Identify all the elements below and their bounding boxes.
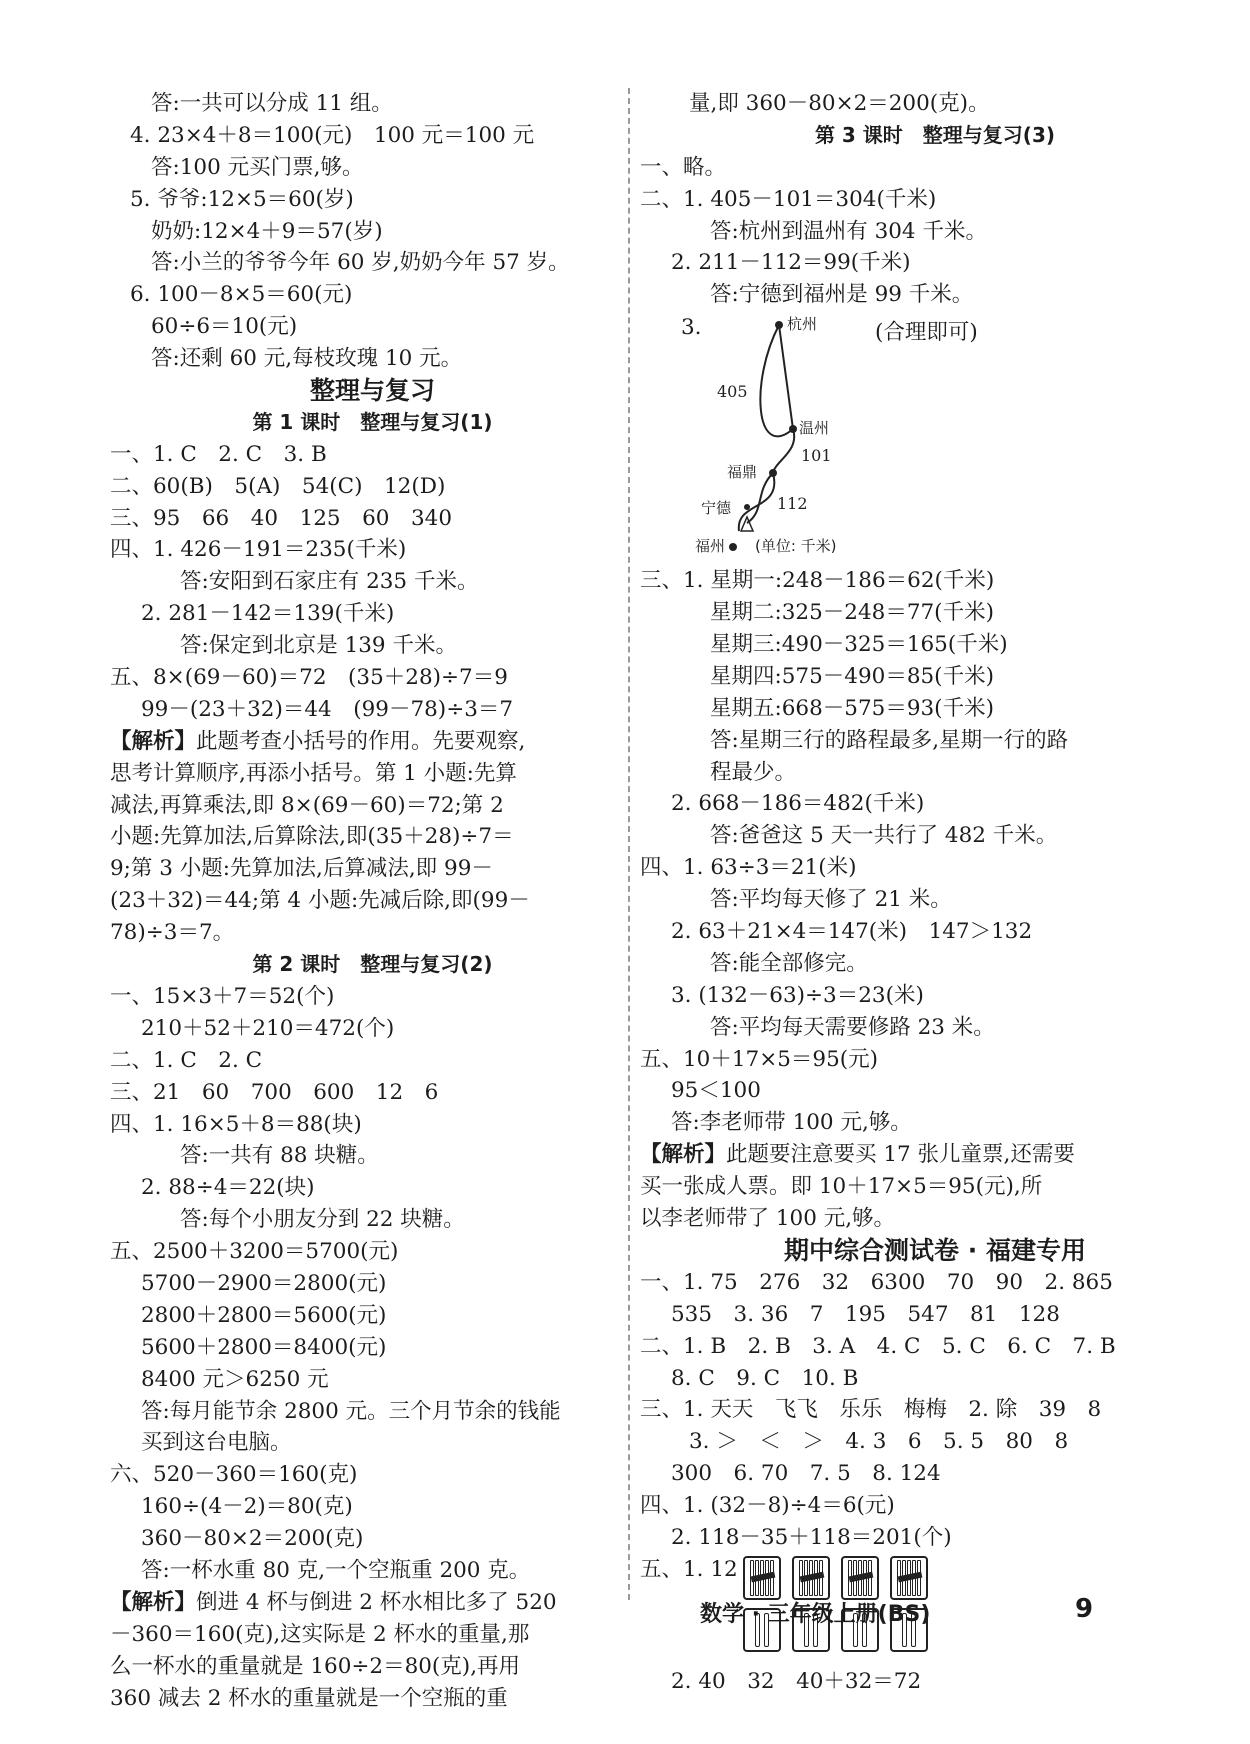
- answer-line: 答:每月能节余 2800 元。三个月节余的钱能: [141, 1398, 561, 1424]
- answer-line: 么一杯水的重量就是 160÷2＝80(克),再用: [110, 1653, 521, 1679]
- answer-line: 95＜100: [671, 1078, 761, 1104]
- fuzhou-dot: [729, 543, 737, 551]
- answer-line: 答:杭州到温州有 304 千米。: [710, 218, 987, 244]
- answer-line: 小题:先算加法,后算除法,即(35＋28)÷7＝: [110, 824, 514, 850]
- answer-line: 四、1. 63÷3＝21(米): [640, 855, 857, 881]
- answer-line: 减法,再算乘法,即 8×(69－60)＝72;第 2: [110, 792, 504, 818]
- answer-line: 思考计算顺序,再添小括号。第 1 小题:先算: [110, 760, 517, 786]
- wenzhou-dot: [789, 425, 797, 433]
- answer-line: 8400 元＞6250 元: [141, 1366, 329, 1392]
- answer-line: 答:平均每天需要修路 23 米。: [710, 1014, 995, 1040]
- answer-line: 二、1. B 2. B 3. A 4. C 5. C 6. C 7. B: [640, 1333, 1116, 1359]
- answer-line: 以李老师带了 100 元,够。: [640, 1206, 896, 1232]
- answer-line: 2. 211－112＝99(千米): [671, 250, 911, 276]
- answer-line: 一、略。: [640, 154, 727, 180]
- answer-line: 答:100 元买门票,够。: [151, 154, 364, 180]
- label-fuding: 福鼎: [727, 463, 758, 482]
- answer-line: 买一张成人票。即 10＋17×5＝95(元),所: [640, 1174, 1043, 1200]
- label-405: 405: [717, 382, 748, 402]
- stick-bundle-cell: [841, 1556, 879, 1600]
- answer-line: 160÷(4－2)＝80(克): [141, 1494, 353, 1520]
- stick-bundle-icon: [798, 1560, 824, 1596]
- answer-line: 三、21 60 700 600 12 6: [110, 1079, 439, 1105]
- answer-line: 2. 281－142＝139(千米): [141, 601, 395, 627]
- answer-line: 2. 63＋21×4＝147(米) 147＞132: [671, 919, 1033, 945]
- answer-line: [640, 1139, 1230, 1171]
- answer-line: 答:平均每天修了 21 米。: [710, 887, 952, 913]
- lesson-subtitle: 第 1 课时 整理与复习(1): [252, 409, 493, 434]
- answer-line: 程最少。: [710, 759, 797, 785]
- answer-line: 答:宁德到福州是 99 千米。: [710, 282, 974, 308]
- analysis-tag: 【解析】: [110, 728, 197, 754]
- answer-line: 星期四:575－490＝85(千米): [710, 663, 994, 689]
- answer-line: 星期五:668－575＝93(千米): [710, 695, 994, 721]
- answer-line: 2. 668－186＝482(千米): [671, 791, 925, 817]
- stick-bundle-icon: [896, 1560, 922, 1596]
- label-112: 112: [777, 494, 808, 514]
- map-unit: (单位: 千米): [755, 537, 837, 556]
- answer-line: 535 3. 36 7 195 547 81 128: [671, 1301, 1060, 1327]
- route-map-svg: [695, 311, 925, 565]
- fuding-dot: [769, 469, 777, 477]
- analysis-text: 此题考查小括号的作用。先要观察,: [196, 728, 526, 754]
- stick-bundle-icon: [847, 1560, 873, 1596]
- answer-line: 星期三:490－325＝165(千米): [710, 632, 1008, 658]
- page-footer: [700, 1594, 1120, 1628]
- answer-line: 量,即 360－80×2＝200(克)。: [689, 91, 990, 116]
- label-ningde: 宁德: [701, 499, 732, 518]
- answer-line: 四、1. (32－8)÷4＝6(元): [640, 1493, 895, 1519]
- answer-line: 答:星期三行的路程最多,星期一行的路: [710, 727, 1069, 753]
- analysis-text: 倒进 4 杯与倒进 2 杯水相比多了 520: [196, 1589, 557, 1615]
- answer-line: 答:小兰的爷爷今年 60 岁,奶奶今年 57 岁。: [151, 250, 570, 276]
- answer-line: 星期二:325－248＝77(千米): [710, 600, 994, 626]
- answer-line: 5700－2900＝2800(元): [141, 1270, 387, 1296]
- lesson-subtitle: 第 2 课时 整理与复习(2): [252, 952, 493, 977]
- lesson-subtitle: 第 3 课时 整理与复习(3): [814, 122, 1056, 147]
- answer-line: －360＝160(克),这实际是 2 杯水的重量,那: [110, 1621, 530, 1647]
- answer-line: 四、1. 16×5＋8＝88(块): [110, 1111, 362, 1137]
- answer-line: 答:爸爸这 5 天一共行了 482 千米。: [710, 823, 1058, 849]
- answer-line: 5. 爷爷:12×5＝60(岁): [130, 186, 354, 212]
- answer-line: 210＋52＋210＝472(个): [141, 1015, 395, 1041]
- answer-line: 8. C 9. C 10. B: [671, 1365, 859, 1391]
- answer-line: 买到这台电脑。: [141, 1430, 292, 1456]
- answer-line: 4. 23×4＋8＝100(元) 100 元＝100 元: [130, 122, 535, 148]
- label-wenzhou: 温州: [799, 419, 830, 438]
- answer-line: 五、8×(69－60)＝72 (35＋28)÷7＝9: [110, 665, 508, 691]
- route-direct: [779, 325, 793, 429]
- section-title: 期中综合测试卷 · 福建专用: [784, 1235, 1086, 1265]
- stick-bundle-cell: [792, 1556, 830, 1600]
- analysis-text: 此题要注意要买 17 张儿童票,还需要: [726, 1142, 1075, 1168]
- answer-line: 5600＋2800＝8400(元): [141, 1334, 387, 1360]
- stick-bundle-icon: [749, 1560, 775, 1596]
- answer-line: 四、1. 426－191＝235(千米): [110, 537, 407, 563]
- right-column: [640, 88, 1230, 1698]
- page-number: 9: [1075, 1594, 1094, 1624]
- answer-line: 答:一杯水重 80 克,一个空瓶重 200 克。: [141, 1557, 531, 1583]
- answer-line: 答:能全部修完。: [710, 950, 868, 976]
- answer-line: 3. ＞ ＜ ＞ 4. 3 6 5. 5 80 8: [689, 1429, 1069, 1455]
- right-top-block: [640, 88, 1230, 311]
- q5-answer-2: 2. 40 32 40＋32＝72: [671, 1668, 922, 1694]
- answer-line: 78)÷3＝7。: [110, 920, 235, 946]
- answer-line: 99－(23＋32)＝44 (99－78)÷3＝7: [141, 696, 514, 722]
- map-question-number: 3.: [681, 315, 702, 341]
- answer-line: 60÷6＝10(元): [151, 314, 298, 340]
- answer-line: 三、95 66 40 125 60 340: [110, 505, 453, 531]
- left-column: [110, 88, 635, 1714]
- answer-line: [110, 726, 635, 758]
- route-405: [760, 325, 793, 436]
- answer-line: 2800＋2800＝5600(元): [141, 1302, 387, 1328]
- answer-line: 9;第 3 小题:先算加法,后算减法,即 99－: [110, 856, 493, 882]
- ningde-dot: [744, 504, 750, 510]
- answer-line: 答:一共可以分成 11 组。: [151, 91, 393, 116]
- stick-bundle-cell: [743, 1556, 781, 1600]
- answer-line: 一、1. 75 276 32 6300 70 90 2. 865: [640, 1269, 1113, 1295]
- answer-line: 答:一共有 88 块糖。: [180, 1143, 379, 1169]
- answer-line: 一、1. C 2. C 3. B: [110, 441, 327, 467]
- answer-line: 二、1. 405－101＝304(千米): [640, 186, 937, 212]
- answer-line: 答:保定到北京是 139 千米。: [180, 633, 457, 659]
- stick-bundle-cell: [890, 1556, 928, 1600]
- answer-line: 五、10＋17×5＝95(元): [640, 1046, 879, 1072]
- answer-line: 二、1. C 2. C: [110, 1047, 263, 1073]
- answer-line: 二、60(B) 5(A) 54(C) 12(D): [110, 473, 446, 499]
- answer-line: 一、15×3＋7＝52(个): [110, 983, 335, 1009]
- answer-line: 2. 88÷4＝22(块): [141, 1175, 315, 1201]
- q5-label: 五、1. 12: [640, 1556, 738, 1582]
- answer-line: 六、520－360＝160(克): [110, 1462, 358, 1488]
- answer-line: 答:安阳到石家庄有 235 千米。: [180, 569, 479, 595]
- analysis-tag: 【解析】: [110, 1589, 197, 1615]
- answer-line: [110, 1587, 635, 1619]
- answer-line: 3. (132－63)÷3＝23(米): [671, 982, 924, 1008]
- map-note: (合理即可): [875, 320, 978, 346]
- answer-line: 答:每个小朋友分到 22 块糖。: [180, 1207, 465, 1233]
- label-hangzhou: 杭州: [787, 315, 818, 334]
- analysis-tag: 【解析】: [640, 1142, 727, 1168]
- right-middle-block: [640, 565, 1230, 1554]
- answer-line: 6. 100－8×5＝60(元): [130, 282, 353, 308]
- answer-line: (23＋32)＝44;第 4 小题:先减后除,即(99－: [110, 888, 530, 914]
- answer-line: 360 减去 2 杯水的重量就是一个空瓶的重: [110, 1685, 508, 1711]
- route-map: [640, 311, 1230, 565]
- answer-line: 答:李老师带 100 元,够。: [671, 1110, 912, 1136]
- label-fuzhou: 福州: [695, 537, 726, 556]
- answer-line: 五、2500＋3200＝5700(元): [110, 1239, 399, 1265]
- answer-line: 300 6. 70 7. 5 8. 124: [671, 1461, 941, 1487]
- answer-line: 三、1. 天天 飞飞 乐乐 梅梅 2. 除 39 8: [640, 1397, 1102, 1423]
- answer-line: 三、1. 星期一:248－186＝62(千米): [640, 568, 995, 594]
- hangzhou-dot: [775, 321, 783, 329]
- footer-book-title: 数学 · 三年级上册(BS): [700, 1602, 931, 1627]
- label-101: 101: [801, 446, 832, 466]
- column-divider: [628, 88, 630, 1600]
- answer-line: 奶奶:12×4＋9＝57(岁): [151, 218, 383, 244]
- answer-line: 2. 118－35＋118＝201(个): [671, 1524, 952, 1550]
- answer-line: 360－80×2＝200(克): [141, 1526, 364, 1552]
- section-title: 整理与复习: [309, 376, 435, 406]
- answer-line: 答:还剩 60 元,每枝玫瑰 10 元。: [151, 346, 463, 372]
